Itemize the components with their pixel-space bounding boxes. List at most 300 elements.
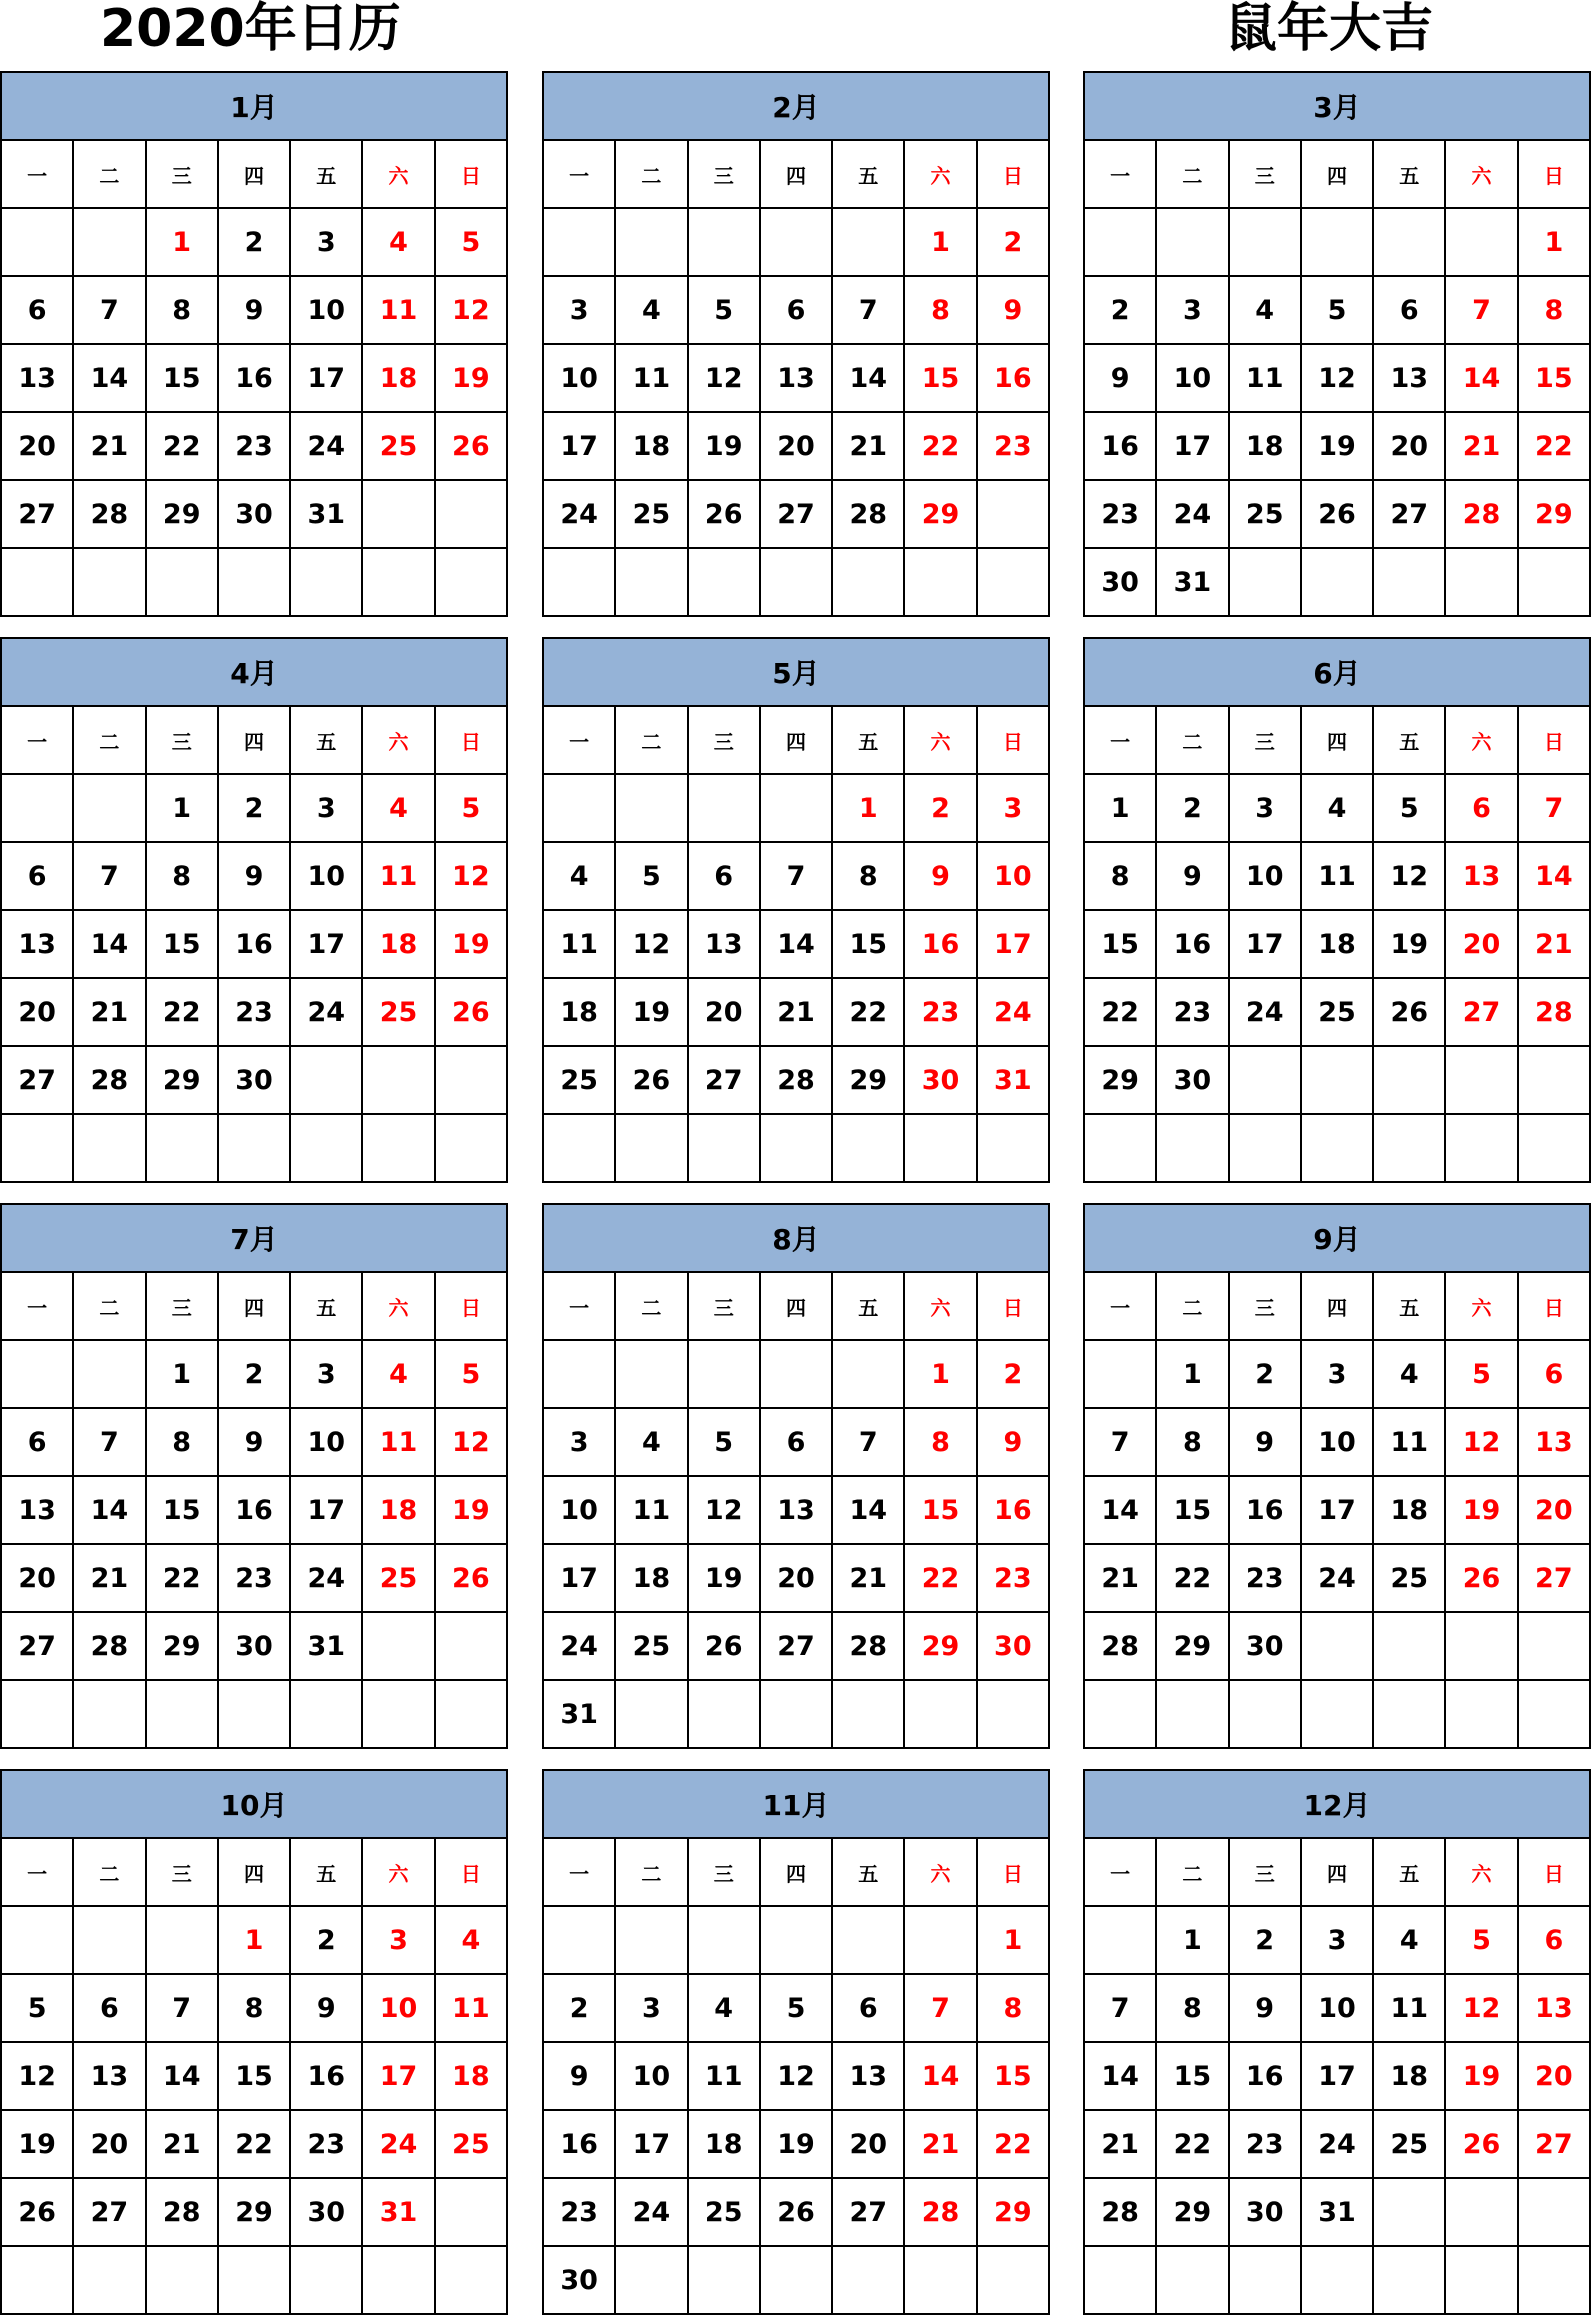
- month-calendar: [0, 1203, 508, 1731]
- empty-cell: [1518, 1046, 1590, 1114]
- day-cell: 9: [977, 276, 1049, 344]
- weekday-label: 六: [362, 140, 434, 208]
- day-cell: 9: [218, 276, 290, 344]
- empty-cell: [760, 2246, 832, 2314]
- empty-cell: [1, 2246, 73, 2314]
- day-cell: 24: [615, 2178, 687, 2246]
- empty-cell: [73, 2246, 145, 2314]
- empty-cell: [977, 2246, 1049, 2314]
- day-cell: 8: [904, 1408, 976, 1476]
- week-row: [1084, 412, 1590, 480]
- weekday-row: [1084, 140, 1590, 208]
- empty-cell: [1156, 1680, 1228, 1748]
- day-cell: 22: [904, 412, 976, 480]
- day-cell: 28: [832, 1612, 904, 1680]
- empty-cell: [146, 548, 218, 616]
- day-cell: 24: [977, 978, 1049, 1046]
- empty-cell: [832, 208, 904, 276]
- day-cell: 11: [543, 910, 615, 978]
- weekday-label: 四: [218, 706, 290, 774]
- week-row: [543, 2110, 1049, 2178]
- week-row: [1, 1476, 507, 1544]
- empty-cell: [1, 1114, 73, 1182]
- empty-cell: [435, 1114, 507, 1182]
- empty-cell: [543, 548, 615, 616]
- day-cell: 24: [1229, 978, 1301, 1046]
- day-cell: 24: [1301, 1544, 1373, 1612]
- day-cell: 5: [1373, 774, 1445, 842]
- day-cell: 15: [1518, 344, 1590, 412]
- weekday-label: 六: [904, 140, 976, 208]
- day-cell: 3: [362, 1906, 434, 1974]
- weekday-label: 四: [1301, 706, 1373, 774]
- day-cell: 5: [1445, 1906, 1517, 1974]
- empty-cell: [1445, 2178, 1517, 2246]
- day-cell: 4: [362, 1340, 434, 1408]
- empty-cell: [543, 1340, 615, 1408]
- day-cell: 8: [1156, 1974, 1228, 2042]
- empty-cell: [977, 548, 1049, 616]
- week-row: [1, 208, 507, 276]
- empty-cell: [615, 1906, 687, 1974]
- empty-cell: [73, 1114, 145, 1182]
- day-cell: 5: [688, 1408, 760, 1476]
- day-cell: 4: [688, 1974, 760, 2042]
- day-cell: 10: [543, 1476, 615, 1544]
- day-cell: 21: [146, 2110, 218, 2178]
- day-cell: 9: [1156, 842, 1228, 910]
- empty-cell: [362, 1612, 434, 1680]
- day-cell: 26: [435, 978, 507, 1046]
- empty-cell: [1373, 1114, 1445, 1182]
- weekday-label: 一: [1084, 1838, 1156, 1906]
- empty-cell: [290, 1046, 362, 1114]
- empty-cell: [1, 774, 73, 842]
- empty-cell: [1156, 1114, 1228, 1182]
- day-cell: 14: [1084, 1476, 1156, 1544]
- day-cell: 15: [146, 344, 218, 412]
- weekday-label: 四: [760, 706, 832, 774]
- day-cell: 20: [73, 2110, 145, 2178]
- day-cell: 23: [977, 1544, 1049, 1612]
- week-row: [543, 2042, 1049, 2110]
- day-cell: 5: [435, 1340, 507, 1408]
- day-cell: 2: [904, 774, 976, 842]
- weekday-label: 一: [543, 1272, 615, 1340]
- day-cell: 14: [73, 910, 145, 978]
- week-row: [543, 1340, 1049, 1408]
- empty-cell: [543, 1906, 615, 1974]
- day-cell: 28: [1084, 2178, 1156, 2246]
- empty-cell: [1084, 1340, 1156, 1408]
- weekday-label: 四: [218, 1838, 290, 1906]
- empty-cell: [977, 480, 1049, 548]
- week-row: [1084, 2042, 1590, 2110]
- weekday-label: 一: [1, 706, 73, 774]
- empty-cell: [362, 548, 434, 616]
- day-cell: 16: [1229, 2042, 1301, 2110]
- day-cell: 29: [1156, 2178, 1228, 2246]
- empty-cell: [1373, 1612, 1445, 1680]
- weekday-label: 六: [1445, 1838, 1517, 1906]
- empty-cell: [688, 1340, 760, 1408]
- day-cell: 18: [1373, 1476, 1445, 1544]
- weekday-row: [543, 706, 1049, 774]
- day-cell: 31: [543, 1680, 615, 1748]
- day-cell: 6: [1, 842, 73, 910]
- weekday-label: 日: [435, 140, 507, 208]
- empty-cell: [1156, 2246, 1228, 2314]
- week-row: [1084, 1476, 1590, 1544]
- month-calendar: [1083, 1203, 1591, 1731]
- empty-cell: [146, 2246, 218, 2314]
- weekday-label: 六: [1445, 706, 1517, 774]
- day-cell: 19: [615, 978, 687, 1046]
- day-cell: 3: [1156, 276, 1228, 344]
- day-cell: 2: [218, 1340, 290, 1408]
- day-cell: 9: [904, 842, 976, 910]
- weekday-label: 四: [1301, 140, 1373, 208]
- day-cell: 15: [1156, 2042, 1228, 2110]
- day-cell: 23: [1084, 480, 1156, 548]
- empty-cell: [1373, 1680, 1445, 1748]
- day-cell: 6: [1373, 276, 1445, 344]
- weekday-label: 三: [688, 140, 760, 208]
- day-cell: 10: [1156, 344, 1228, 412]
- weekday-label: 三: [688, 1272, 760, 1340]
- day-cell: 14: [146, 2042, 218, 2110]
- day-cell: 25: [615, 480, 687, 548]
- week-row: [1084, 2178, 1590, 2246]
- day-cell: 28: [73, 1612, 145, 1680]
- weekday-label: 三: [1229, 706, 1301, 774]
- week-row: [1, 1906, 507, 1974]
- weekday-row: [1, 1838, 507, 1906]
- empty-cell: [290, 2246, 362, 2314]
- weekday-label: 二: [1156, 706, 1228, 774]
- empty-cell: [832, 1906, 904, 1974]
- day-cell: 14: [1518, 842, 1590, 910]
- day-cell: 3: [290, 774, 362, 842]
- day-cell: 28: [1084, 1612, 1156, 1680]
- day-cell: 11: [362, 1408, 434, 1476]
- day-cell: 3: [1301, 1906, 1373, 1974]
- weekday-label: 五: [832, 1838, 904, 1906]
- week-row: [1084, 1906, 1590, 1974]
- day-cell: 3: [543, 1408, 615, 1476]
- day-cell: 24: [1301, 2110, 1373, 2178]
- day-cell: 29: [1084, 1046, 1156, 1114]
- month-calendar: [1083, 1769, 1591, 2297]
- empty-cell: [362, 1680, 434, 1748]
- empty-cell: [1229, 548, 1301, 616]
- day-cell: 7: [1518, 774, 1590, 842]
- weekday-label: 五: [832, 1272, 904, 1340]
- week-row: [543, 2246, 1049, 2314]
- weekday-label: 二: [73, 1838, 145, 1906]
- day-cell: 21: [760, 978, 832, 1046]
- day-cell: 2: [218, 774, 290, 842]
- day-cell: 30: [904, 1046, 976, 1114]
- empty-cell: [1445, 1114, 1517, 1182]
- empty-cell: [1229, 1114, 1301, 1182]
- day-cell: 27: [1, 480, 73, 548]
- day-cell: 24: [290, 412, 362, 480]
- day-cell: 17: [1301, 1476, 1373, 1544]
- empty-cell: [977, 1680, 1049, 1748]
- empty-cell: [1229, 1680, 1301, 1748]
- day-cell: 23: [977, 412, 1049, 480]
- day-cell: 2: [290, 1906, 362, 1974]
- empty-cell: [1084, 2246, 1156, 2314]
- day-cell: 27: [760, 480, 832, 548]
- day-cell: 16: [977, 1476, 1049, 1544]
- weekday-label: 四: [1301, 1838, 1373, 1906]
- month-calendar: [542, 71, 1050, 599]
- week-row: [1084, 978, 1590, 1046]
- day-cell: 28: [832, 480, 904, 548]
- week-row: [543, 548, 1049, 616]
- month-table: [542, 1769, 1050, 2315]
- empty-cell: [760, 548, 832, 616]
- day-cell: 8: [146, 842, 218, 910]
- weekday-label: 二: [615, 706, 687, 774]
- month-calendar: [542, 637, 1050, 1165]
- empty-cell: [1445, 548, 1517, 616]
- day-cell: 10: [362, 1974, 434, 2042]
- week-row: [1, 1046, 507, 1114]
- weekday-label: 四: [760, 1272, 832, 1340]
- empty-cell: [218, 1114, 290, 1182]
- empty-cell: [615, 1340, 687, 1408]
- day-cell: 26: [1445, 2110, 1517, 2178]
- day-cell: 4: [1229, 276, 1301, 344]
- day-cell: 13: [1373, 344, 1445, 412]
- day-cell: 8: [218, 1974, 290, 2042]
- day-cell: 5: [435, 774, 507, 842]
- weekday-label: 六: [904, 1838, 976, 1906]
- day-cell: 10: [290, 842, 362, 910]
- day-cell: 5: [688, 276, 760, 344]
- day-cell: 29: [977, 2178, 1049, 2246]
- day-cell: 9: [1229, 1408, 1301, 1476]
- week-row: [543, 412, 1049, 480]
- month-table: [1083, 71, 1591, 617]
- day-cell: 15: [146, 1476, 218, 1544]
- month-calendar: [1083, 637, 1591, 1165]
- empty-cell: [1518, 1680, 1590, 1748]
- weekday-row: [1, 1272, 507, 1340]
- day-cell: 6: [1518, 1906, 1590, 1974]
- day-cell: 25: [435, 2110, 507, 2178]
- day-cell: 11: [362, 276, 434, 344]
- day-cell: 19: [688, 1544, 760, 1612]
- week-row: [1, 344, 507, 412]
- day-cell: 28: [73, 480, 145, 548]
- month-calendar: [542, 1203, 1050, 1731]
- day-cell: 14: [1445, 344, 1517, 412]
- weekday-label: 四: [218, 1272, 290, 1340]
- empty-cell: [146, 1680, 218, 1748]
- weekday-label: 日: [435, 1838, 507, 1906]
- day-cell: 22: [832, 978, 904, 1046]
- week-row: [1, 1114, 507, 1182]
- empty-cell: [435, 1680, 507, 1748]
- day-cell: 22: [146, 978, 218, 1046]
- day-cell: 26: [435, 1544, 507, 1612]
- day-cell: 6: [73, 1974, 145, 2042]
- day-cell: 23: [543, 2178, 615, 2246]
- day-cell: 26: [688, 480, 760, 548]
- empty-cell: [543, 208, 615, 276]
- weekday-label: 五: [290, 1838, 362, 1906]
- weekday-label: 日: [977, 706, 1049, 774]
- day-cell: 7: [73, 1408, 145, 1476]
- week-row: [543, 978, 1049, 1046]
- empty-cell: [1301, 548, 1373, 616]
- empty-cell: [1084, 208, 1156, 276]
- day-cell: 7: [832, 1408, 904, 1476]
- day-cell: 8: [146, 276, 218, 344]
- day-cell: 30: [1084, 548, 1156, 616]
- weekday-label: 四: [760, 1838, 832, 1906]
- day-cell: 20: [1518, 2042, 1590, 2110]
- day-cell: 30: [218, 1612, 290, 1680]
- weekday-label: 三: [146, 1838, 218, 1906]
- day-cell: 2: [1229, 1906, 1301, 1974]
- day-cell: 12: [1445, 1974, 1517, 2042]
- day-cell: 20: [1, 412, 73, 480]
- weekday-row: [1084, 1838, 1590, 1906]
- day-cell: 4: [362, 208, 434, 276]
- day-cell: 8: [1084, 842, 1156, 910]
- day-cell: 22: [146, 1544, 218, 1612]
- empty-cell: [1445, 208, 1517, 276]
- weekday-label: 三: [146, 140, 218, 208]
- empty-cell: [760, 1114, 832, 1182]
- month-calendar: [542, 1769, 1050, 2297]
- day-cell: 24: [1156, 480, 1228, 548]
- weekday-label: 日: [1518, 1838, 1590, 1906]
- empty-cell: [73, 208, 145, 276]
- day-cell: 27: [688, 1046, 760, 1114]
- day-cell: 19: [1445, 2042, 1517, 2110]
- week-row: [1, 276, 507, 344]
- day-cell: 27: [1373, 480, 1445, 548]
- day-cell: 29: [218, 2178, 290, 2246]
- day-cell: 2: [977, 1340, 1049, 1408]
- day-cell: 31: [290, 1612, 362, 1680]
- week-row: [543, 208, 1049, 276]
- week-row: [1, 2042, 507, 2110]
- day-cell: 21: [73, 412, 145, 480]
- weekday-label: 五: [832, 706, 904, 774]
- day-cell: 29: [904, 480, 976, 548]
- empty-cell: [435, 2178, 507, 2246]
- empty-cell: [1301, 1612, 1373, 1680]
- empty-cell: [977, 1114, 1049, 1182]
- empty-cell: [904, 2246, 976, 2314]
- empty-cell: [1301, 1114, 1373, 1182]
- weekday-label: 五: [1373, 706, 1445, 774]
- day-cell: 4: [1301, 774, 1373, 842]
- day-cell: 11: [1373, 1408, 1445, 1476]
- day-cell: 14: [73, 344, 145, 412]
- day-cell: 3: [290, 208, 362, 276]
- day-cell: 27: [1, 1612, 73, 1680]
- day-cell: 25: [543, 1046, 615, 1114]
- month-calendar: [1083, 71, 1591, 599]
- weekday-label: 日: [1518, 140, 1590, 208]
- day-cell: 19: [435, 910, 507, 978]
- week-row: [1084, 774, 1590, 842]
- week-row: [543, 344, 1049, 412]
- day-cell: 23: [1229, 2110, 1301, 2178]
- week-row: [1, 548, 507, 616]
- empty-cell: [73, 774, 145, 842]
- day-cell: 12: [1373, 842, 1445, 910]
- empty-cell: [1373, 1046, 1445, 1114]
- day-cell: 1: [1518, 208, 1590, 276]
- day-cell: 3: [1301, 1340, 1373, 1408]
- day-cell: 22: [977, 2110, 1049, 2178]
- weekday-label: 一: [1084, 706, 1156, 774]
- day-cell: 31: [1156, 548, 1228, 616]
- weekday-label: 四: [1301, 1272, 1373, 1340]
- month-header: 3月: [1084, 72, 1590, 140]
- empty-cell: [1373, 208, 1445, 276]
- day-cell: 20: [832, 2110, 904, 2178]
- day-cell: 1: [1084, 774, 1156, 842]
- empty-cell: [435, 548, 507, 616]
- day-cell: 5: [1301, 276, 1373, 344]
- week-row: [1084, 480, 1590, 548]
- day-cell: 23: [290, 2110, 362, 2178]
- day-cell: 20: [760, 412, 832, 480]
- day-cell: 19: [1301, 412, 1373, 480]
- day-cell: 24: [543, 480, 615, 548]
- month-table: [0, 71, 508, 617]
- week-row: [1084, 1340, 1590, 1408]
- weekday-label: 一: [1084, 140, 1156, 208]
- day-cell: 18: [1373, 2042, 1445, 2110]
- day-cell: 31: [977, 1046, 1049, 1114]
- day-cell: 27: [1445, 978, 1517, 1046]
- empty-cell: [688, 548, 760, 616]
- month-header: 2月: [543, 72, 1049, 140]
- day-cell: 18: [362, 344, 434, 412]
- day-cell: 17: [1229, 910, 1301, 978]
- empty-cell: [543, 774, 615, 842]
- empty-cell: [760, 774, 832, 842]
- day-cell: 15: [832, 910, 904, 978]
- weekday-label: 二: [615, 1838, 687, 1906]
- week-row: [1084, 842, 1590, 910]
- week-row: [1084, 2110, 1590, 2178]
- day-cell: 9: [977, 1408, 1049, 1476]
- empty-cell: [615, 1114, 687, 1182]
- day-cell: 6: [1518, 1340, 1590, 1408]
- month-header: 5月: [543, 638, 1049, 706]
- week-row: [1, 1544, 507, 1612]
- day-cell: 11: [615, 344, 687, 412]
- day-cell: 16: [218, 344, 290, 412]
- week-row: [543, 842, 1049, 910]
- day-cell: 10: [1301, 1408, 1373, 1476]
- month-header: 7月: [1, 1204, 507, 1272]
- empty-cell: [1084, 1680, 1156, 1748]
- day-cell: 30: [977, 1612, 1049, 1680]
